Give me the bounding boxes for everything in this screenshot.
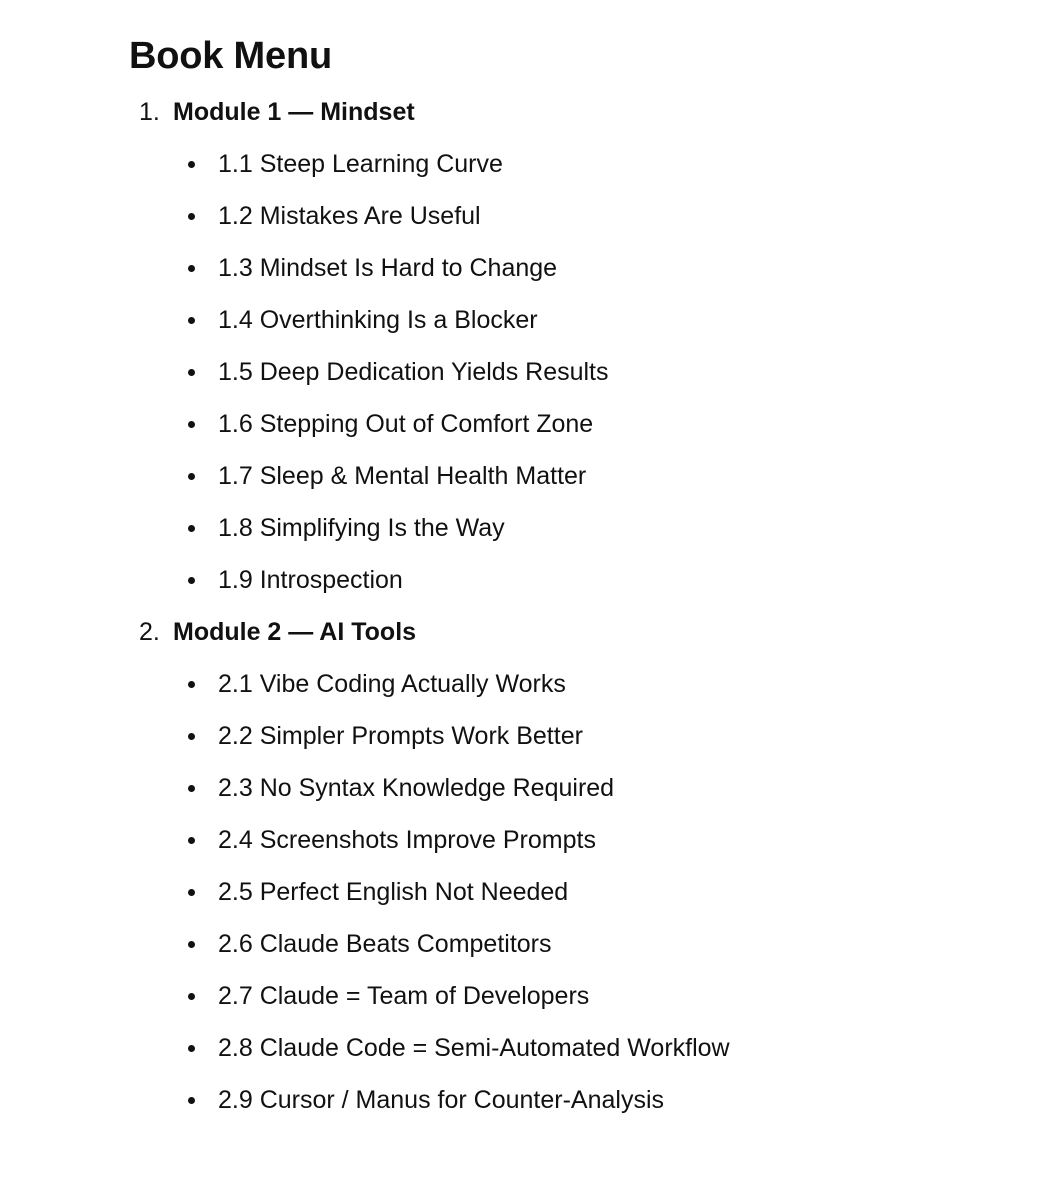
bullet-icon xyxy=(188,681,195,688)
bullet-icon xyxy=(188,1045,195,1052)
section-item xyxy=(129,294,1009,346)
module-heading xyxy=(129,86,1009,138)
section-item xyxy=(129,710,1009,762)
section-label: 1.5 Deep Dedication Yields Results xyxy=(218,358,609,386)
bullet-icon xyxy=(188,265,195,272)
section-label: 2.6 Claude Beats Competitors xyxy=(218,930,552,958)
section-item xyxy=(129,398,1009,450)
section-item xyxy=(129,502,1009,554)
section-label: 2.3 No Syntax Knowledge Required xyxy=(218,774,615,802)
bullet-icon xyxy=(188,733,195,740)
section-label: 2.4 Screenshots Improve Prompts xyxy=(218,826,596,854)
section-label: 1.7 Sleep & Mental Health Matter xyxy=(218,462,587,490)
section-item xyxy=(129,1022,1009,1074)
section-label: 1.2 Mistakes Are Useful xyxy=(218,202,481,230)
module-item xyxy=(129,86,1009,606)
module-number: 1. xyxy=(139,98,160,126)
module-item xyxy=(129,606,1009,1126)
bullet-icon xyxy=(188,213,195,220)
bullet-icon xyxy=(188,317,195,324)
section-label: 2.2 Simpler Prompts Work Better xyxy=(218,722,583,750)
section-item xyxy=(129,1074,1009,1126)
bullet-icon xyxy=(188,941,195,948)
bullet-icon xyxy=(188,161,195,168)
section-item xyxy=(129,554,1009,606)
section-label: 2.7 Claude = Team of Developers xyxy=(218,982,590,1010)
section-label: 1.6 Stepping Out of Comfort Zone xyxy=(218,410,594,438)
section-item xyxy=(129,190,1009,242)
bullet-icon xyxy=(188,785,195,792)
section-label: 1.1 Steep Learning Curve xyxy=(218,150,503,178)
section-item xyxy=(129,814,1009,866)
section-label: 2.5 Perfect English Not Needed xyxy=(218,878,569,906)
section-item xyxy=(129,866,1009,918)
bullet-icon xyxy=(188,837,195,844)
bullet-icon xyxy=(188,577,195,584)
bullet-icon xyxy=(188,525,195,532)
module-title: Module 1 — Mindset xyxy=(173,98,415,126)
bullet-icon xyxy=(188,369,195,376)
module-number: 2. xyxy=(139,618,160,646)
section-item xyxy=(129,762,1009,814)
bullet-icon xyxy=(188,993,195,1000)
section-item xyxy=(129,346,1009,398)
section-label: 2.9 Cursor / Manus for Counter-Analysis xyxy=(218,1086,665,1114)
section-label: 1.4 Overthinking Is a Blocker xyxy=(218,306,538,334)
section-item xyxy=(129,450,1009,502)
section-item xyxy=(129,970,1009,1022)
section-label: 2.8 Claude Code = Semi-Automated Workflow xyxy=(218,1034,730,1062)
book-menu xyxy=(129,30,1009,1126)
module-title: Module 2 — AI Tools xyxy=(173,618,417,646)
module-heading xyxy=(129,606,1009,658)
page-title: Book Menu xyxy=(129,35,332,77)
section-item xyxy=(129,242,1009,294)
section-item xyxy=(129,658,1009,710)
module-list xyxy=(129,86,1009,1126)
section-list xyxy=(129,138,1009,606)
bullet-icon xyxy=(188,1097,195,1104)
bullet-icon xyxy=(188,421,195,428)
section-label: 1.9 Introspection xyxy=(218,566,403,594)
section-label: 1.3 Mindset Is Hard to Change xyxy=(218,254,558,282)
section-list xyxy=(129,658,1009,1126)
section-label: 1.8 Simplifying Is the Way xyxy=(218,514,505,542)
bullet-icon xyxy=(188,889,195,896)
section-item xyxy=(129,918,1009,970)
bullet-icon xyxy=(188,473,195,480)
section-item xyxy=(129,138,1009,190)
section-label: 2.1 Vibe Coding Actually Works xyxy=(218,670,566,698)
